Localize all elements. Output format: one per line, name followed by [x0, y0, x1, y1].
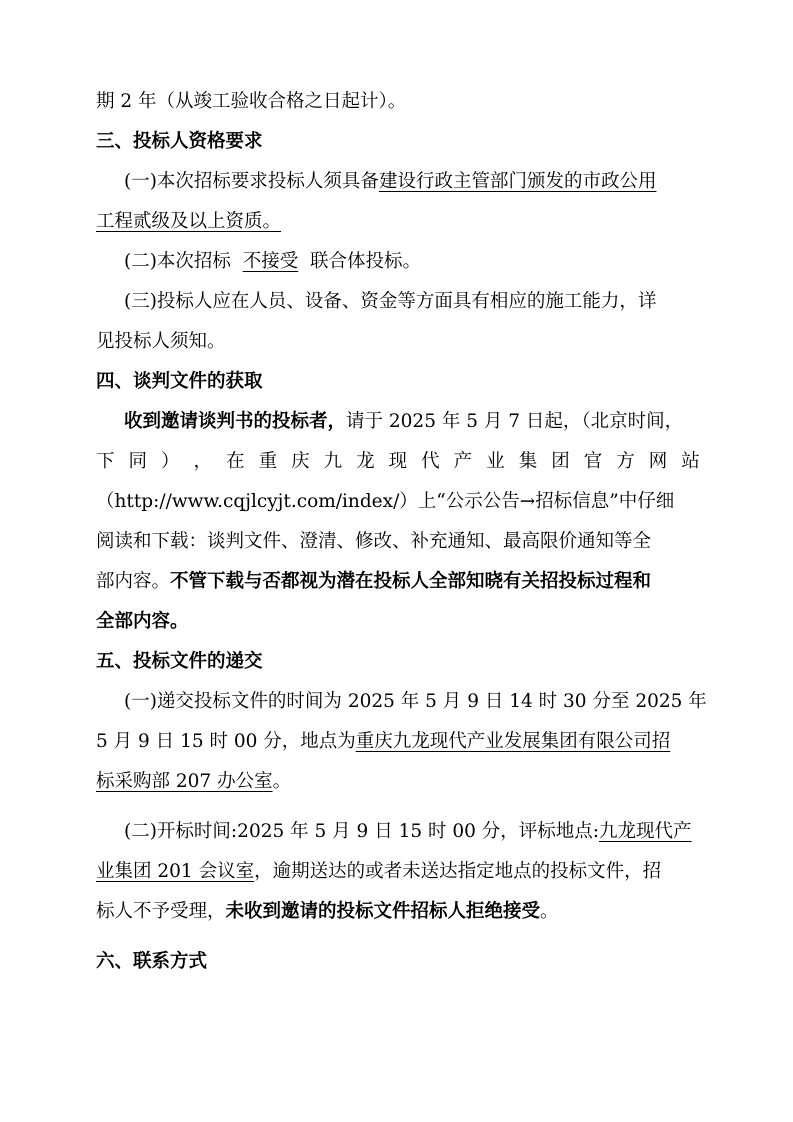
section-4-para-line-4: 阅读和下载：谈判文件、澄清、修改、补充通知、最高限价通知等全 — [96, 531, 652, 552]
document-page — [96, 82, 707, 982]
justified-char: 集 — [518, 451, 538, 472]
section-5-para-1-line-3 — [96, 762, 700, 802]
text: ，逾期送达的或者未送达指定地点的投标文件，招 — [254, 861, 662, 882]
section-5-para-2-line-2 — [96, 852, 700, 892]
section-3-para-1-line-2 — [96, 202, 700, 242]
underlined-text: 建设行政主管部门颁发的市政公用 — [378, 171, 657, 192]
justified-char: 九 — [323, 451, 343, 472]
justified-char: 站 — [681, 451, 700, 472]
justified-char: 同 — [128, 451, 148, 472]
justified-char: 下 — [96, 451, 115, 472]
text: (一)本次招标要求投标人须具备 — [124, 171, 379, 192]
section-4-heading: 四、谈判文件的获取 — [96, 371, 263, 392]
section-5-para-1-line-1: (一)递交投标文件的时间为 2025 年 5 月 9 日 14 时 30 分至 2025 年 — [124, 691, 707, 712]
section-5-para-1-line-2 — [96, 722, 700, 762]
section-3-heading: 三、投标人资格要求 — [96, 131, 263, 152]
text: 。 — [272, 771, 292, 792]
justified-char: 庆 — [291, 451, 310, 472]
justified-char: 重 — [258, 451, 278, 472]
justified-char: 现 — [388, 451, 408, 472]
justified-char: 网 — [648, 451, 668, 472]
text: 请于 2025 年 5 月 7 日起，（北京时间， — [346, 411, 684, 432]
section-5-para-2-line-3 — [96, 892, 700, 932]
justified-char: 龙 — [356, 451, 375, 472]
bold-text: 全部内容。 — [96, 611, 189, 632]
justified-char: 代 — [421, 451, 440, 472]
underlined-text: 工程贰级及以上资质。 — [96, 211, 282, 232]
justified-char: 业 — [486, 451, 505, 472]
underlined-text: 业集团 201 会议室 — [96, 861, 255, 882]
justified-char: 团 — [551, 451, 570, 472]
section-5-heading: 五、投标文件的递交 — [96, 651, 263, 672]
section-3-para-3-line-2: 见投标人须知。 — [96, 331, 226, 352]
justified-char: ） — [161, 451, 180, 472]
text: 部内容。 — [96, 571, 171, 592]
justified-char: 产 — [453, 451, 473, 472]
text: 联合体投标。 — [309, 251, 421, 272]
section-2-tail: 期 2 年（从竣工验收合格之日起计）。 — [96, 91, 407, 112]
section-5-para-2-line-1 — [96, 812, 700, 852]
section-4-para-line-2 — [96, 442, 700, 482]
bold-text: 收到邀请谈判书的投标者， — [124, 411, 347, 432]
justified-char: ， — [193, 451, 213, 472]
section-3-para-2 — [96, 242, 700, 282]
section-4-para-line-3: （http://www.cqjlcyjt.com/index/）上“公示公告→招标信息”中仔细 — [96, 491, 675, 512]
underlined-text: 不接受 — [242, 251, 299, 272]
section-4-para-line-5 — [96, 562, 700, 602]
justified-char: 在 — [226, 451, 245, 472]
underlined-text: 重庆九龙现代产业发展集团有限公司招 — [355, 731, 671, 752]
underlined-text: 九龙现代产 — [599, 821, 692, 842]
bold-text: 不管下载与否都视为潜在投标人全部知晓有关招投标过程和 — [170, 571, 652, 592]
section-4-para-line-6 — [96, 602, 700, 642]
section-3-para-3-line-1: (三)投标人应在人员、设备、资金等方面具有相应的施工能力，详 — [124, 291, 657, 312]
underlined-text: 标采购部 207 办公室 — [96, 771, 273, 792]
text: 标人不予受理， — [96, 901, 226, 922]
section-3-para-1-line-1 — [96, 162, 700, 202]
text: (二)本次招标 — [124, 251, 231, 272]
justified-char: 官 — [583, 451, 603, 472]
justified-char: 方 — [616, 451, 635, 472]
text: 。 — [540, 901, 559, 922]
text: (二)开标时间:2025 年 5 月 9 日 15 时 00 分，评标地点: — [124, 821, 600, 842]
section-4-para-line-1 — [96, 402, 700, 442]
section-6-heading: 六、联系方式 — [96, 951, 208, 972]
text: 5 月 9 日 15 时 00 分，地点为 — [96, 731, 356, 752]
bold-text: 未收到邀请的投标文件招标人拒绝接受 — [225, 901, 541, 922]
